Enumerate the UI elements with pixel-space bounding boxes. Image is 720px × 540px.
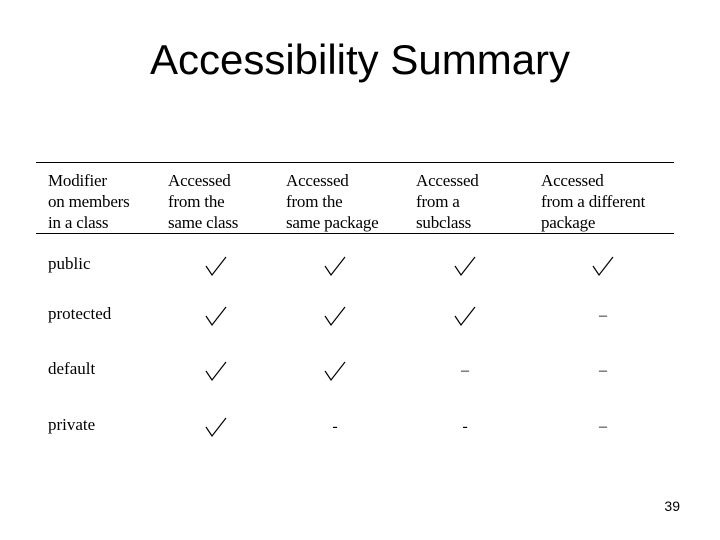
column-header-different-package: Accessed from a different package bbox=[541, 171, 646, 232]
row-label-default: default bbox=[48, 359, 96, 378]
check-icon bbox=[315, 255, 355, 283]
check-icon bbox=[315, 305, 355, 333]
table-top-rule bbox=[36, 162, 674, 163]
no-access-dash: – bbox=[461, 362, 469, 379]
row-label-public: public bbox=[48, 254, 91, 273]
no-access-dash: – bbox=[599, 418, 607, 435]
check-icon bbox=[315, 360, 355, 388]
no-access-dash: - bbox=[332, 418, 338, 435]
row-label-protected: protected bbox=[48, 304, 112, 323]
column-header-subclass: Accessed from a subclass bbox=[416, 171, 479, 232]
check-icon bbox=[196, 416, 236, 444]
check-icon bbox=[445, 255, 485, 283]
page-number: 39 bbox=[664, 498, 680, 514]
table-header-rule bbox=[36, 233, 674, 234]
row-label-private: private bbox=[48, 415, 96, 434]
check-icon bbox=[196, 255, 236, 283]
no-access-dash: – bbox=[599, 362, 607, 379]
check-icon bbox=[196, 305, 236, 333]
check-icon bbox=[445, 305, 485, 333]
check-icon bbox=[196, 360, 236, 388]
check-icon bbox=[583, 255, 623, 283]
column-header-modifier: Modifier on members in a class bbox=[48, 171, 130, 232]
no-access-dash: - bbox=[462, 418, 468, 435]
slide-title: Accessibility Summary bbox=[149, 36, 571, 83]
column-header-same-package: Accessed from the same package bbox=[286, 171, 379, 232]
no-access-dash: – bbox=[599, 307, 607, 324]
column-header-same-class: Accessed from the same class bbox=[168, 171, 239, 232]
